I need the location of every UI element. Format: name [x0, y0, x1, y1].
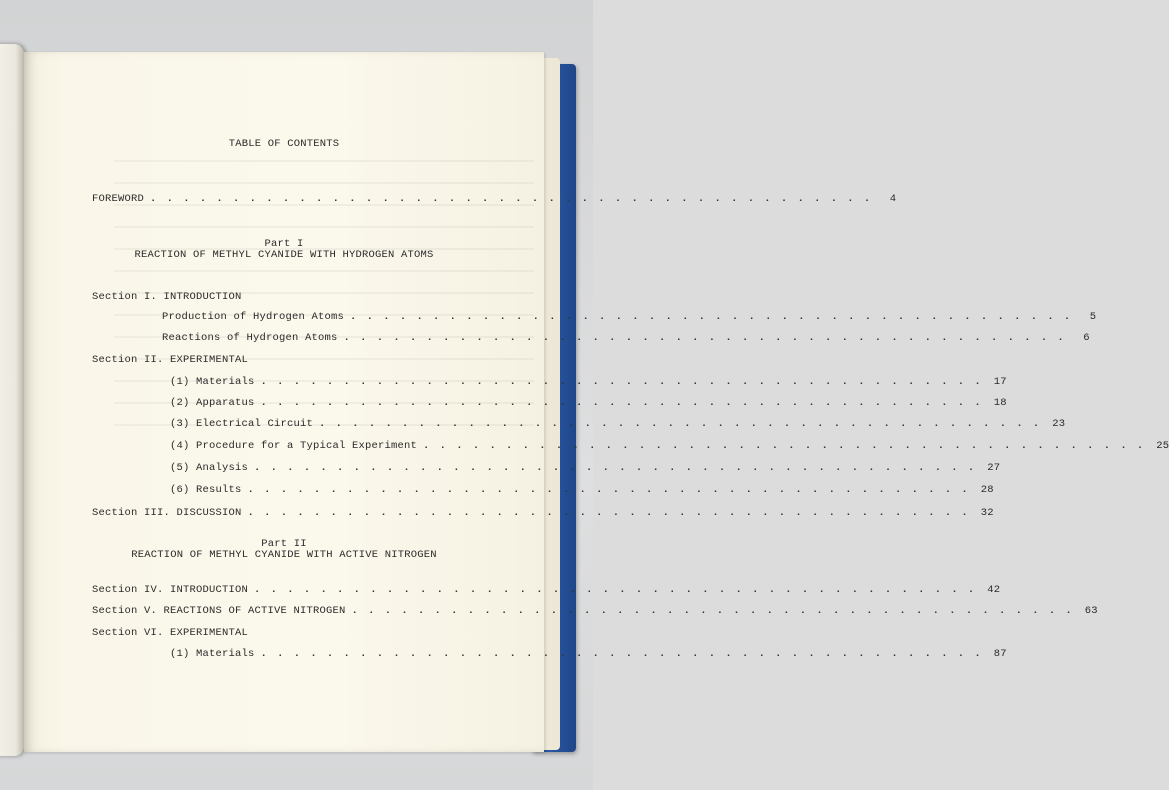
page-number: 5 — [1089, 311, 1097, 323]
entry-label: (1) Materials — [170, 376, 255, 388]
page-number: 27 — [987, 462, 1001, 474]
part-ii-heading: Part II — [261, 538, 307, 550]
toc-entry-results — [170, 484, 994, 496]
part-ii-subtitle: REACTION OF METHYL CYANIDE WITH ACTIVE NITROGEN — [131, 549, 437, 561]
page-number: 23 — [1052, 418, 1066, 430]
toc-entry-section-v — [92, 605, 1098, 617]
left-page-edge — [0, 44, 24, 756]
page-number: 42 — [987, 584, 1001, 596]
page-number: 32 — [980, 507, 994, 519]
entry-label: FOREWORD — [92, 193, 145, 205]
section-i-heading: Section I. INTRODUCTION — [92, 291, 242, 303]
page-number: 28 — [980, 484, 994, 496]
dot-leader: . . . . . . . . . . . . . . . . . . . . . . . . . . . . . . . . . . . . . . . . . . . . — [247, 507, 970, 519]
page-number: 63 — [1084, 605, 1098, 617]
entry-label: (5) Analysis — [170, 462, 249, 474]
dot-leader: . . . . . . . . . . . . . . . . . . . . . . . . . . . . . . . . . . . . . . . . . . . . — [150, 193, 873, 205]
dot-leader: . . . . . . . . . . . . . . . . . . . . . . . . . . . . . . . . . . . . . . . . . . . . — [254, 584, 977, 596]
toc-entry-discussion — [92, 507, 994, 519]
page-number: 17 — [993, 376, 1007, 388]
toc-entry-production — [162, 311, 1097, 323]
entry-label: (2) Apparatus — [170, 397, 255, 409]
section-ii-heading: Section II. EXPERIMENTAL — [92, 354, 249, 366]
toc-entry-electrical-circuit — [170, 418, 1066, 430]
entry-label: (1) Materials — [170, 648, 255, 660]
dot-leader: . . . . . . . . . . . . . . . . . . . . . . . . . . . . . . . . . . . . . . . . . . . . — [260, 648, 983, 660]
entry-label: Section IV. INTRODUCTION — [92, 584, 249, 596]
dot-leader: . . . . . . . . . . . . . . . . . . . . . . . . . . . . . . . . . . . . . . . . . . . . — [247, 484, 970, 496]
toc-entry-procedure — [170, 440, 1169, 452]
dot-leader: . . . . . . . . . . . . . . . . . . . . . . . . . . . . . . . . . . . . . . . . . . . . — [351, 605, 1074, 617]
toc-entry-section-iv — [92, 584, 1001, 596]
toc-entry-apparatus — [170, 397, 1007, 409]
dot-leader: . . . . . . . . . . . . . . . . . . . . . . . . . . . . . . . . . . . . . . . . . . . . — [260, 397, 983, 409]
toc-entry-analysis — [170, 462, 1001, 474]
page-number: 18 — [993, 397, 1007, 409]
entry-label: Reactions of Hydrogen Atoms — [162, 332, 338, 344]
page-number: 25 — [1156, 440, 1169, 452]
dot-leader: . . . . . . . . . . . . . . . . . . . . . . . . . . . . . . . . . . . . . . . . . . . . — [254, 462, 977, 474]
part-i-heading: Part I — [264, 238, 304, 250]
entry-label: Production of Hydrogen Atoms — [162, 311, 345, 323]
table-of-contents — [24, 52, 1169, 752]
page-number: 6 — [1083, 332, 1090, 344]
page-number: 4 — [889, 193, 897, 205]
toc-entry-foreword — [92, 193, 897, 205]
page-number: 87 — [993, 648, 1007, 660]
dot-leader: . . . . . . . . . . . . . . . . . . . . . . . . . . . . . . . . . . . . . . . . . . . . — [319, 418, 1042, 430]
book-page — [24, 52, 1169, 752]
toc-entry-reactions — [162, 332, 1090, 344]
toc-title: TABLE OF CONTENTS — [228, 138, 340, 150]
dot-leader: . . . . . . . . . . . . . . . . . . . . . . . . . . . . . . . . . . . . . . . . . . . . — [260, 376, 983, 388]
dot-leader: . . . . . . . . . . . . . . . . . . . . . . . . . . . . . . . . . . . . . . . . . . . . — [343, 332, 1066, 344]
dot-leader: . . . . . . . . . . . . . . . . . . . . . . . . . . . . . . . . . . . . . . . . . . . . — [423, 440, 1146, 452]
dot-leader: . . . . . . . . . . . . . . . . . . . . . . . . . . . . . . . . . . . . . . . . . . . . — [350, 311, 1073, 323]
entry-label: (4) Procedure for a Typical Experiment — [170, 440, 418, 452]
toc-entry-materials — [170, 376, 1007, 388]
part-i-subtitle: REACTION OF METHYL CYANIDE WITH HYDROGEN ATOMS — [134, 249, 434, 261]
entry-label: (3) Electrical Circuit — [170, 418, 314, 430]
entry-label: Section III. DISCUSSION — [92, 507, 242, 519]
section-vi-heading: Section VI. EXPERIMENTAL — [92, 627, 249, 639]
entry-label: (6) Results — [170, 484, 242, 496]
toc-entry-vi-materials — [170, 648, 1007, 660]
entry-label: Section V. REACTIONS OF ACTIVE NITROGEN — [92, 605, 346, 617]
